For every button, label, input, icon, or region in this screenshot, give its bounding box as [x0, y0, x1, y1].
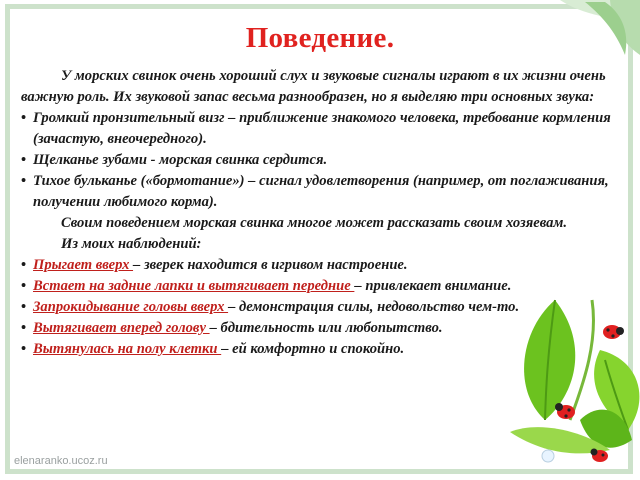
- observations-heading: Из моих наблюдений:: [61, 236, 202, 252]
- observation-meaning: – демонстрация силы, недовольство чем-то.: [228, 299, 520, 315]
- observation-item: • Встает на задние лапки и вытягивает передние – привлекает внимание.: [21, 278, 512, 294]
- article-body: [21, 66, 621, 360]
- observation-action: Запрокидывание головы вверх: [33, 299, 229, 315]
- observation-action: Прыгает вверх: [33, 257, 134, 273]
- observation-meaning: – зверек находится в игривом настроение.: [133, 257, 408, 273]
- sound-item: • Щелканье зубами - морская свинка сердится.: [21, 152, 328, 168]
- watermark: elenaranko.ucoz.ru: [14, 455, 108, 467]
- observation-item: • Запрокидывание головы вверх – демонстрация силы, недовольство чем-то.: [21, 299, 520, 315]
- observation-action: Встает на задние лапки и вытягивает передние: [33, 278, 355, 294]
- summary-paragraph: Своим поведением морская свинка многое может рассказать своим хозяевам.: [61, 215, 568, 231]
- observation-meaning: – бдительность или любопытство.: [209, 320, 443, 336]
- page-title: Поведение.: [245, 22, 395, 54]
- sound-item: • Тихое бульканье («бормотание») – сигнал удовлетворения (например, от поглаживания, получении любимого корма).: [21, 173, 609, 210]
- observation-item: • Прыгает вверх – зверек находится в игривом настроение.: [21, 257, 408, 273]
- dewdrop-icon: [542, 450, 554, 462]
- intro-paragraph: У морских свинок очень хороший слух и звуковые сигналы играют в их жизни очень важную роль. Их звуковой запас весьма разнообразен, но я выделяю три основных звука:: [21, 68, 606, 105]
- observation-item: • Вытянулась на полу клетки – ей комфортно и спокойно.: [21, 341, 405, 357]
- observation-action: Вытягивает вперед голову: [33, 320, 210, 336]
- observation-meaning: – привлекает внимание.: [354, 278, 512, 294]
- ladybug-icon: [555, 403, 575, 419]
- observation-action: Вытянулась на полу клетки: [33, 341, 222, 357]
- observation-meaning: – ей комфортно и спокойно.: [221, 341, 405, 357]
- sound-item: • Громкий пронзительный визг – приближение знакомого человека, требование кормления (зачастую, внеочередного).: [21, 110, 611, 147]
- observation-item: • Вытягивает вперед голову – бдительность или любопытство.: [21, 320, 443, 336]
